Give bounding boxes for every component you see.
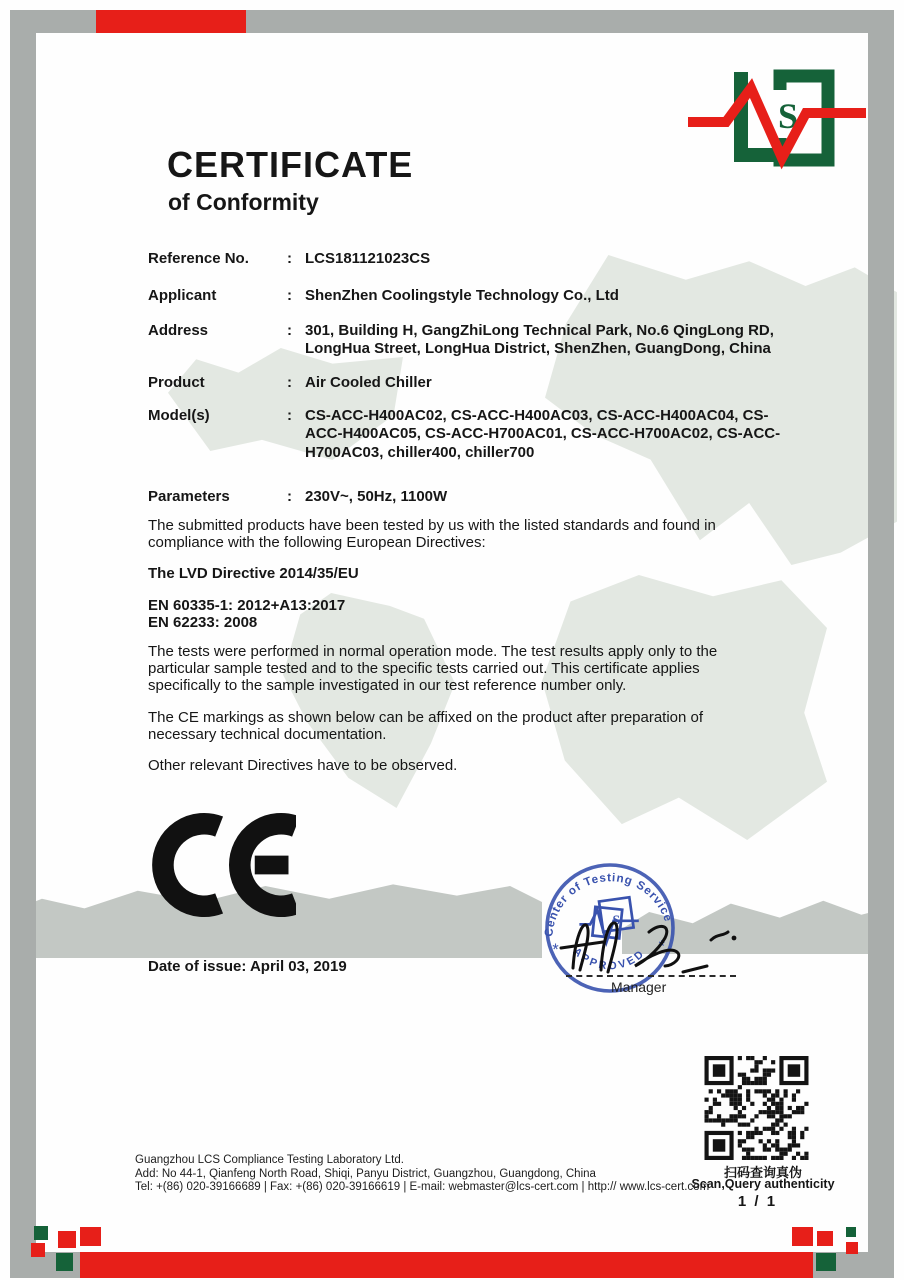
deco-square: [792, 1227, 813, 1246]
field-value: LCS181121023CS: [305, 250, 431, 267]
page-border-bottom-red-bar: [80, 1252, 813, 1278]
ce-markings-paragraph: The CE markings as shown below can be affixed on the product after preparation of necessary technical documentation.: [148, 709, 704, 743]
directive-line: The LVD Directive 2014/35/EU: [148, 565, 359, 582]
stamp-bottom-text: APPROVED: [570, 945, 648, 973]
field-label: Parameters: [148, 488, 230, 505]
date-of-issue: Date of issue: April 03, 2019: [148, 958, 347, 975]
standard-line: EN 60335-1: 2012+A13:2017: [148, 597, 346, 614]
deco-square: [34, 1226, 48, 1240]
page-border-top-red-segment: [96, 10, 246, 33]
deco-square: [817, 1231, 833, 1246]
svg-text:S: S: [612, 912, 621, 928]
qr-caption-zh: 扫码查询真伪: [723, 1165, 802, 1180]
field-separator: :: [287, 407, 292, 424]
field-value: 301, Building H, GangZhiLong Technical Park, No.6 QingLong RD, LongHua Street, LongHua District, ShenZhen, GuangDong, China: [305, 322, 774, 358]
deco-square: [846, 1242, 858, 1254]
field-separator: :: [287, 287, 292, 304]
field-value: Air Cooled Chiller: [305, 374, 432, 391]
field-label: Reference No.: [148, 250, 249, 267]
signature: [545, 880, 745, 980]
footer-company: Guangzhou LCS Compliance Testing Laboratory Ltd.: [135, 1154, 404, 1166]
stamp-top-text: Center of Testing Service: [542, 871, 675, 938]
deco-square: [80, 1227, 101, 1246]
deco-square: [58, 1231, 76, 1248]
field-value: 230V~, 50Hz, 1100W: [305, 488, 448, 505]
page-subtitle: of Conformity: [168, 189, 319, 215]
footer-block: [135, 1154, 709, 1195]
lcs-logo-icon: [688, 60, 866, 182]
field-label: Model(s): [148, 407, 210, 424]
field-separator: :: [287, 250, 292, 267]
page-title: CERTIFICATE: [167, 144, 414, 185]
qr-caption-en: Scan,Query authenticity: [691, 1177, 835, 1191]
footer-contacts: Tel: +(86) 020-39166689 | Fax: +(86) 020-39166619 | E-mail: webmaster@lcs-cert.com | http:// www.lcs-cert.com: [135, 1181, 710, 1193]
field-label: Address: [148, 322, 209, 339]
deco-square: [846, 1227, 856, 1237]
page-number: 1 / 1: [737, 1193, 778, 1210]
footer-address: Add: No 44-1, Qianfeng North Road, Shiqi, Panyu District, Guangzhou, Guangdong, China: [135, 1167, 596, 1180]
deco-square: [56, 1253, 73, 1271]
field-value: ShenZhen Coolingstyle Technology Co., Ltd: [305, 287, 619, 304]
signature-line: [566, 975, 736, 977]
deco-square: [31, 1243, 45, 1257]
ce-mark-icon: [146, 811, 296, 919]
qr-code: [703, 1056, 810, 1160]
field-label: Applicant: [148, 287, 217, 304]
signer-title: Manager: [611, 979, 667, 995]
field-label: Product: [148, 374, 205, 391]
stamp-star: *: [658, 937, 665, 956]
other-directives-paragraph: Other relevant Directives have to be observed.: [148, 757, 458, 774]
field-separator: :: [287, 322, 292, 339]
intro-paragraph: The submitted products have been tested by us with the listed standards and found in compliance with the following European Directives:: [148, 517, 716, 551]
svg-text:S: S: [777, 96, 799, 136]
field-value: CS-ACC-H400AC02, CS-ACC-H400AC03, CS-ACC-H400AC04, CS-ACC-H400AC05, CS-ACC-H700AC01, CS-ACC-H700AC02, CS-ACC-H700AC03, chiller400, chiller700: [305, 407, 781, 461]
page-border-bottom-left: [10, 1252, 86, 1278]
standard-line: EN 62233: 2008: [148, 614, 258, 631]
field-separator: :: [287, 488, 292, 505]
page-border-right: [868, 10, 894, 1278]
deco-square: [816, 1253, 836, 1271]
field-separator: :: [287, 374, 292, 391]
page-border-left: [10, 10, 36, 1278]
stamp-star: *: [552, 941, 559, 959]
tests-paragraph: The tests were performed in normal operation mode. The test results apply only to the particular sample tested and to the specific tests carried out. This certificate applies specifically to the sample investigated in our test reference number only.: [148, 643, 718, 694]
